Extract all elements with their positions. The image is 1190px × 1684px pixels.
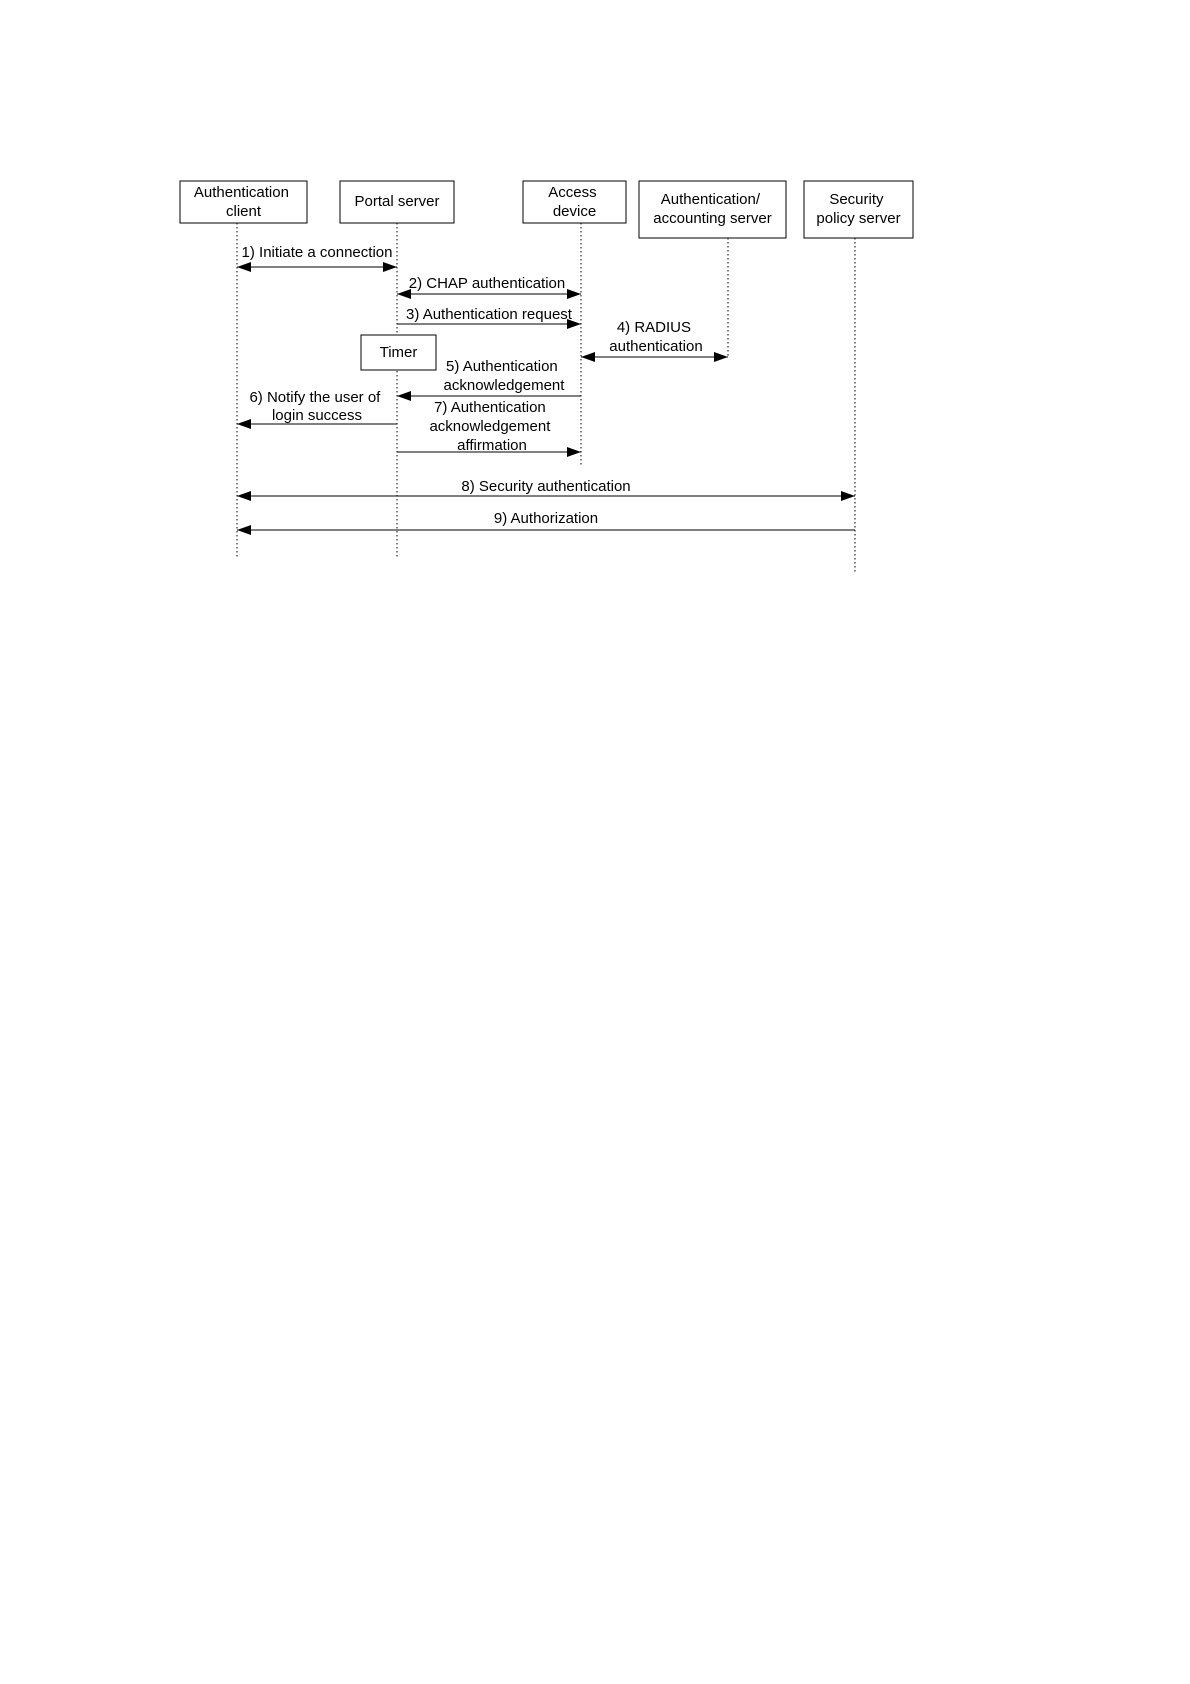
message-chap-authentication — [397, 275, 581, 299]
participant-authentication-accounting-server — [639, 181, 786, 238]
participant-access-device — [523, 181, 626, 223]
participant-label-line: Portal server — [354, 193, 440, 210]
svg-text:4) RADIUS authentication — [609, 319, 702, 355]
svg-text:2) CHAP authentication — [409, 275, 565, 292]
participant-label-line: accounting server — [653, 210, 772, 227]
svg-text:7) Authentication acknow — [429, 399, 554, 454]
participant-security-policy-server — [804, 181, 913, 238]
svg-text:1) Initiate a connection — [242, 244, 393, 261]
svg-text:Timer — [380, 344, 418, 361]
participant-label-line: policy server — [816, 210, 901, 227]
arrowhead-right — [567, 289, 581, 299]
message-label-line: acknowledgement — [443, 377, 565, 394]
message-authorization — [237, 510, 855, 535]
message-label-line: 3) Authentication request — [406, 306, 572, 323]
message-label-line: 8) Security authentication — [461, 478, 631, 495]
arrowhead-left — [397, 391, 411, 401]
message-label-line: acknowledgement — [429, 418, 551, 435]
timer-box — [361, 335, 436, 370]
message-authentication-acknowledgement-affirmation — [397, 399, 581, 457]
arrowhead-left — [237, 491, 251, 501]
arrowhead-left — [237, 419, 251, 429]
arrowhead-right — [567, 447, 581, 457]
timer-label: Timer — [379, 344, 418, 361]
arrowhead-right — [714, 352, 728, 362]
svg-text:Portal server — [354, 193, 439, 210]
svg-text:3) Authentication request — [406, 306, 573, 323]
message-label-line: authentication — [609, 338, 703, 355]
message-label-line: 1) Initiate a connection — [241, 244, 393, 261]
participant-label-line: device — [552, 203, 597, 220]
participant-label-line: Security — [829, 191, 884, 208]
participant-portal-server — [340, 181, 454, 223]
message-label-line: login success — [271, 407, 363, 424]
svg-text:6) Notify the user of lo — [249, 389, 384, 424]
message-security-authentication — [237, 478, 855, 501]
arrowhead-left — [237, 262, 251, 272]
message-initiate-connection — [237, 244, 397, 272]
message-label-line: 5) Authentication — [446, 358, 558, 375]
message-label-line: affirmation — [457, 437, 527, 454]
arrowhead-left — [581, 352, 595, 362]
message-label-line: 9) Authorization — [493, 510, 599, 527]
participant-label-line: Authentication/ — [660, 191, 761, 208]
arrowhead-right — [841, 491, 855, 501]
svg-text:9) Authorization — [494, 510, 598, 527]
message-label-line: 6) Notify the user of — [249, 389, 381, 406]
participant-label-line: Access — [548, 184, 597, 201]
message-label-line: 4) RADIUS — [616, 319, 692, 336]
participant-authentication-client — [180, 181, 307, 223]
arrowhead-left — [237, 525, 251, 535]
message-label-line: 7) Authentication — [434, 399, 546, 416]
message-label-line: 2) CHAP authentication — [408, 275, 566, 292]
arrowhead-right — [383, 262, 397, 272]
svg-text:8) Security authentication — [461, 478, 630, 495]
svg-text:5) Authentication acknow — [444, 358, 566, 394]
message-radius-authentication — [581, 319, 728, 362]
message-authentication-request — [397, 306, 581, 329]
participant-label-line: client — [225, 203, 262, 220]
message-notify-login-success — [237, 389, 397, 429]
participant-label-line: Authentication — [193, 184, 289, 201]
